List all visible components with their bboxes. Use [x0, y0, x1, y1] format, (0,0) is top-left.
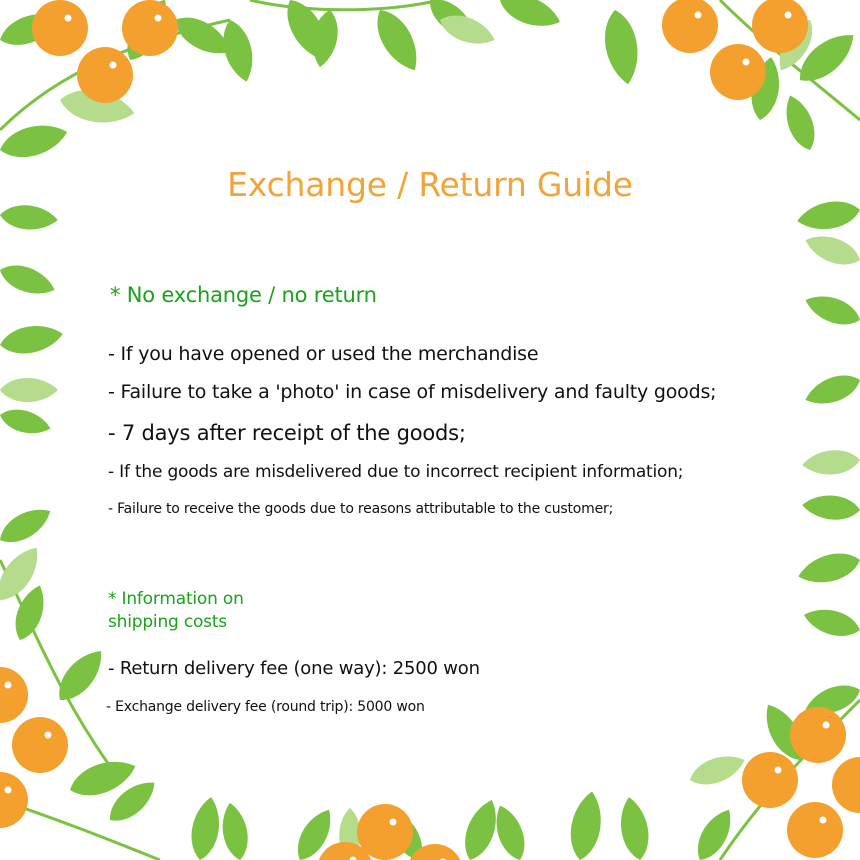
- no-return-heading: * No exchange / no return: [110, 283, 377, 307]
- shipping-fee-item: - Return delivery fee (one way): 2500 won: [108, 658, 480, 679]
- shipping-heading-line2: shipping costs: [108, 612, 227, 632]
- no-return-item: - If the goods are misdelivered due to incorrect recipient information;: [108, 462, 684, 482]
- no-return-item: - 7 days after receipt of the goods;: [108, 421, 466, 445]
- shipping-heading: [108, 588, 308, 634]
- shipping-heading-line1: * Information on: [108, 589, 244, 609]
- page-title: Exchange / Return Guide: [227, 165, 633, 204]
- no-return-item: - Failure to take a 'photo' in case of misdelivery and faulty goods;: [108, 381, 717, 403]
- shipping-fee-item: - Exchange delivery fee (round trip): 5000 won: [106, 699, 425, 715]
- no-return-item: - Failure to receive the goods due to reasons attributable to the customer;: [108, 501, 614, 517]
- no-return-item: - If you have opened or used the merchandise: [108, 343, 539, 365]
